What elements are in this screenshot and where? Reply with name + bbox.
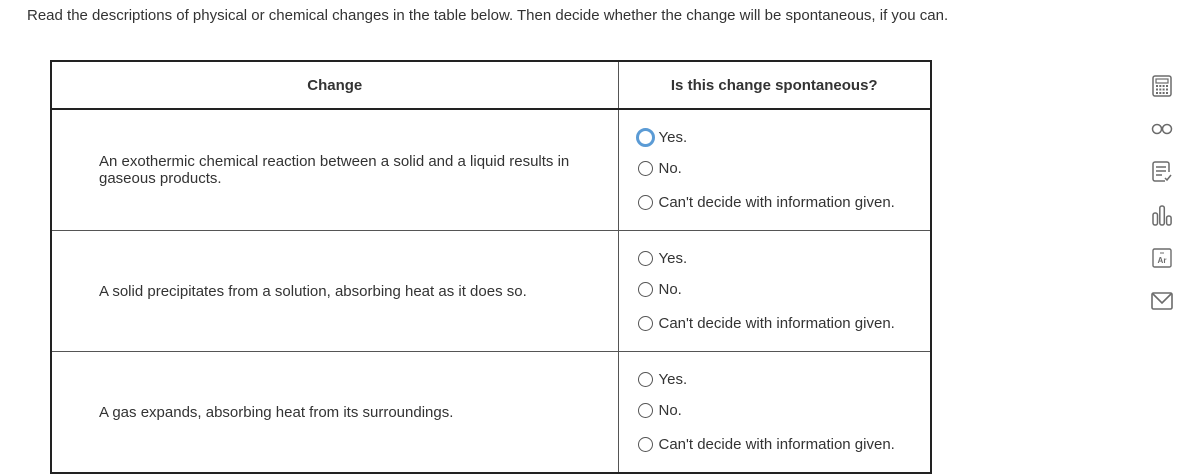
option-label: Yes. (658, 250, 688, 267)
change-description: A solid precipitates from a solution, absorbing heat as it does so. (51, 231, 618, 352)
spontaneous-column-header: Is this change spontaneous? (618, 61, 931, 109)
option-label: Yes. (658, 129, 688, 146)
changes-table (50, 60, 932, 474)
option-no[interactable] (638, 274, 931, 305)
option-no[interactable] (638, 395, 931, 426)
periodic-table-icon (1152, 248, 1172, 268)
radio-button[interactable] (638, 316, 653, 331)
answer-options (618, 231, 931, 352)
option-label: Can't decide with information given. (658, 315, 895, 332)
periodic-table-button[interactable] (1147, 244, 1177, 272)
table-row (51, 231, 931, 352)
radio-button[interactable] (636, 128, 655, 147)
calculator-button[interactable] (1147, 72, 1177, 100)
option-label: Can't decide with information given. (658, 436, 895, 453)
option-label: Can't decide with information given. (658, 194, 895, 211)
radio-button[interactable] (638, 161, 653, 176)
option-label: Yes. (658, 371, 688, 388)
answer-options (618, 352, 931, 474)
calculator-icon (1152, 75, 1172, 97)
table-header-row (51, 61, 931, 109)
notes-icon (1152, 161, 1172, 183)
change-column-header: Change (51, 61, 618, 109)
instructions-text: Read the descriptions of physical or chemical changes in the table below. Then decide whether the change will be spontaneous, if you can. (27, 7, 949, 24)
radio-button[interactable] (638, 251, 653, 266)
option-label: No. (658, 160, 682, 177)
chart-icon (1151, 204, 1173, 226)
option-label: No. (658, 281, 682, 298)
radio-button[interactable] (638, 195, 653, 210)
radio-button[interactable] (638, 372, 653, 387)
reader-button[interactable] (1147, 115, 1177, 143)
data-button[interactable] (1147, 201, 1177, 229)
table-row (51, 352, 931, 474)
option-yes[interactable] (638, 364, 931, 395)
radio-button[interactable] (638, 282, 653, 297)
change-description: An exothermic chemical reaction between a solid and a liquid results in gaseous products. (51, 109, 618, 231)
radio-button[interactable] (638, 437, 653, 452)
option-yes[interactable] (638, 122, 931, 153)
radio-button[interactable] (638, 403, 653, 418)
option-yes[interactable] (638, 243, 931, 274)
answer-options (618, 109, 931, 231)
change-description: A gas expands, absorbing heat from its surroundings. (51, 352, 618, 474)
option-label: No. (658, 402, 682, 419)
periodic-symbol: Ar (1157, 256, 1167, 265)
table-row (51, 109, 931, 231)
option-cant-decide[interactable] (638, 187, 931, 218)
mail-icon (1151, 292, 1173, 310)
contact-button[interactable] (1147, 287, 1177, 315)
option-cant-decide[interactable] (638, 308, 931, 339)
tools-sidebar (1147, 72, 1177, 330)
glasses-icon (1151, 123, 1173, 135)
option-cant-decide[interactable] (638, 429, 931, 460)
notes-button[interactable] (1147, 158, 1177, 186)
option-no[interactable] (638, 153, 931, 184)
